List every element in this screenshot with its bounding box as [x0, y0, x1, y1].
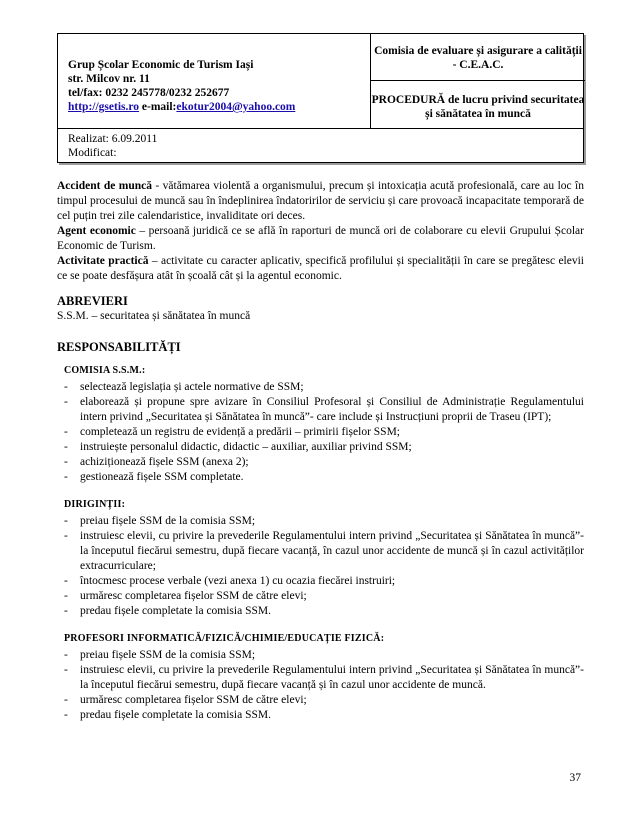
group-heading: PROFESORI INFORMATICĂ/FIZICĂ/CHIMIE/EDUCAȚIE FIZICĂ: — [64, 633, 385, 644]
revision-info — [58, 128, 583, 164]
school-phone: tel/fax: 0232 245778/0232 252677 — [68, 87, 230, 99]
definition-term: Accident de muncă — [57, 180, 152, 192]
group-heading: DIRIGINȚII: — [64, 499, 126, 510]
list-item: - gestionează fișele SSM completate. — [64, 470, 584, 485]
definition-text: – persoană juridică ce se află în raporturi de muncă ori de colaborare cu elevii Grupului Școlar Economic de Turism. — [57, 225, 584, 252]
realized-date: Realizat: 6.09.2011 — [68, 133, 158, 145]
definition-term: Activitate practică — [57, 255, 149, 267]
procedure-title: PROCEDURĂ de lucru privind securitatea și sănătatea în muncă — [371, 94, 585, 120]
responsibility-list — [57, 648, 584, 723]
list-item: - preiau fișele SSM de la comisia SSM; — [64, 514, 584, 529]
list-item: - elaborează și propune spre avizare în Consiliul Profesoral și Consiliul de Administrație Regulamentului intern privind „Securitatea și Sănătatea în muncă”- care include și Instrucțiuni proprii de Traseu (IPT); — [64, 395, 584, 425]
list-item: - completează un registru de evidență a predării – primirii fișelor SSM; — [64, 425, 584, 440]
responsibility-list — [57, 380, 584, 485]
school-address: str. Milcov nr. 11 — [68, 73, 150, 85]
list-item: - urmăresc completarea fișelor SSM de către elevi; — [64, 693, 584, 708]
document-header — [57, 33, 584, 163]
email-label: e-mail: — [139, 101, 177, 113]
list-item: - predau fișele completate la comisia SSM. — [64, 708, 584, 723]
responsibility-list — [57, 514, 584, 619]
list-item: - selectează legislația și actele normative de SSM; — [64, 380, 584, 395]
definition-term: Agent economic — [57, 225, 136, 237]
commission-title: Comisia de evaluare și asigurare a calității - C.E.A.C. — [371, 34, 585, 81]
list-item: - instruiește personalul didactic, didactic – auxiliar, auxiliar privind SSM; — [64, 440, 584, 455]
list-item: - întocmesc procese verbale (vezi anexa 1) cu ocazia fiecărei instruiri; — [64, 574, 584, 589]
document-body — [57, 179, 584, 723]
modified-date: Modificat: — [68, 147, 117, 159]
website-link[interactable]: http://gsetis.ro — [68, 101, 140, 113]
list-item: - instruiesc elevii, cu privire la prevederile Regulamentului intern privind „Securitatea și Sănătatea în muncă”- la începutul fiecărui semestru, după fiecare vacanță, în cazul unor accidente de muncă și în cazul activităților extracurriculare; — [64, 529, 584, 574]
contact-line — [68, 100, 370, 114]
school-info — [58, 34, 371, 128]
definition-text: - vătămarea violentă a organismului, precum și intoxicația acută profesională, care au loc în timpul procesului de muncă sau în îndeplinirea îndatoririlor de serviciu și care provoacă incapacitate temporară de cel puțin trei zile calendaristice, invaliditate ori deces. — [57, 180, 584, 222]
group-heading: COMISIA S.S.M.: — [64, 365, 146, 376]
list-item: - predau fișele completate la comisia SSM. — [64, 604, 584, 619]
list-item: - preiau fișele SSM de la comisia SSM; — [64, 648, 584, 663]
page-number: 37 — [569, 772, 581, 784]
abbreviation-item: S.S.M. – securitatea și sănătatea în muncă — [57, 310, 251, 322]
definition-item — [57, 179, 584, 224]
definition-text: – activitate cu caracter aplicativ, specifică profilului și specialității în care se pregătesc elevii ce se poate desfășura atât în școală cât și la agentul economic. — [57, 255, 584, 282]
definition-item — [57, 224, 584, 254]
definitions — [57, 179, 584, 284]
list-item: - instruiesc elevii, cu privire la prevederile Regulamentului intern privind „Securitatea și Sănătatea în muncă”- la începutul fiecărui semestru, după fiecare vacanță și în cazul unor accidente de muncă. — [64, 663, 584, 693]
list-item: - urmăresc completarea fișelor SSM de către elevi; — [64, 589, 584, 604]
email-link[interactable]: ekotur2004@yahoo.com — [176, 101, 296, 113]
definition-item — [57, 254, 584, 284]
list-item: - achiziționează fișele SSM (anexa 2); — [64, 455, 584, 470]
responsibilities-heading: RESPONSABILITĂȚI — [57, 340, 181, 354]
school-name: Grup Școlar Economic de Turism Iași — [68, 59, 254, 71]
abbreviations-heading: ABREVIERI — [57, 294, 128, 308]
